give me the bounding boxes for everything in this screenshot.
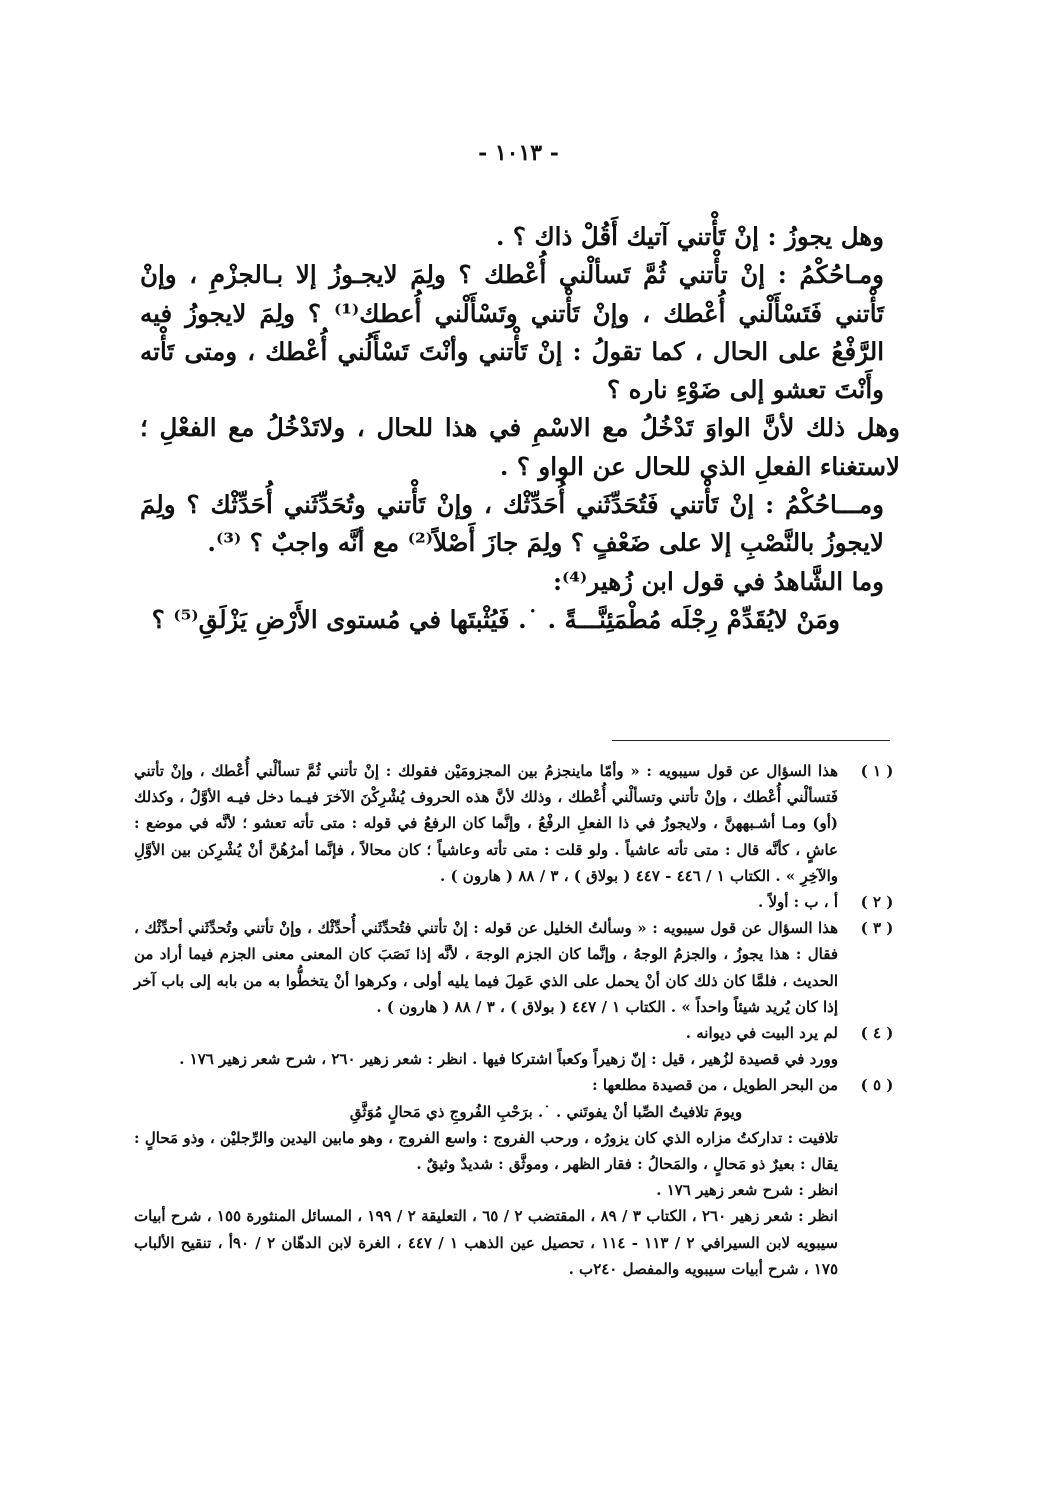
main-text [140, 218, 900, 639]
footnote-text: لم يرد البيت في ديوانه . [685, 1024, 838, 1043]
footnote-separator [612, 740, 890, 741]
footnote-number: ( ٥ ) [860, 1076, 894, 1095]
footnote-number: ( ٣ ) [860, 919, 894, 938]
footnote-text: هذا السؤال عن قول سيبويه : « وأمّا ماينجزمُ بين المجزومَيْن فقولك : إنْ تأتني ثُمَّ تسألْني أُعْطك ، وإنْ تأتني فَتسألْني أُعْطك ، وإنْ تأتني وتسألْني أُعْطك ، وذلك لأنَّ هذه الحروف يُشْرِكْنَ الآخرَ فيـما دخل فيـه الأوَّلُ ، وكذلك (أو) ومـا أشـبههنَّ ، ولايجوزُ في ذا الفعلِ الرفْعُ ، وإنَّما كان الرفعُ في قوله : متى تأته تعشو ؛ لأنَّه في موضع : عاشٍ ، كأنَّه قال : متى تأته عاشياً . ولو قلت : متى تأته وعاشياً ؛ كان محالاً ، فإنَّما أمرُهُنَّ أنْ يُشْرِكن بين الأوَّلِ والآخِرِ » . الكتاب ١ / ٤٤٦ - ٤٤٧ ( بولاق ) ، ٣ / ٨٨ ( هارون ) . [134, 762, 838, 885]
paragraph-1: وهل يجوزُ : إنْ تَأْتني آتيك أَقُلْ ذاك ؟ . [495, 222, 884, 251]
footnotes [134, 758, 902, 1282]
footnote-5 [134, 1072, 902, 1282]
footnote-2 [134, 889, 902, 915]
footnote-text: هذا السؤال عن قول سيبويه : « وسألتُ الخليل عن قوله : إنْ تأتني فتُحدِّثَني أُحدِّثْك ، وإنْ تأتني وتُحدِّثَني أحدِّثْك ، فقال : هذا يجوزُ ، والجزمُ الوجهُ ، وإنَّما كان الجزم الوجهَ ، لأنَّه إذا نَصَبَ كان المعنى معنى الجزم فيما أراد من الحديث ، فلمَّا كان ذلك كان أنْ يحمل على الذي عَمِلَ فيما يليه أولى ، وكرهوا أنْ يتخطُّوا به من بابه إلى باب آخر إذا كان يُريد شيئاً واحداً » . الكتاب ١ / ٤٤٧ ( بولاق ) ، ٣ / ٨٨ ( هارون ) . [134, 919, 838, 1016]
poetry-verse: ومَنْ لايُقَدِّمْ رِجْلَه مُطْمَئِنَّـــةً . ˙. فَيُثْبتَها في مُستوى الأَرْضِ يَزْلَقِ⁽⁵⁾ ؟ [151, 604, 840, 634]
footnote-1 [134, 758, 902, 889]
footnote-text-extra: وورد في قصيدة لزُهير ، قيل : إنّ زهيراً وكعباً اشتركا فيها . انظر : شعر زهير ٢٦٠ ، شرح شعر زهير ١٧٦ . [179, 1050, 838, 1069]
footnote-line: انظر : شعر زهير ٢٦٠ ، الكتاب ٣ / ٨٩ ، المقتضب ٢ / ٦٥ ، التعليقة ٢ / ١٩٩ ، المسائل المنثورة ١٥٥ ، شرح أبيات سيبويه لابن السيرافي ٢ / ١١٣ - ١١٤ ، تحصيل عين الذهب ١ / ٤٤٧ ، الغرة لابن الدهّان ٢ / ٩٠أ ، تنقيح الألباب ١٧٥ ، شرح أبيات سيبويه والمفصل ٢٤٠ب . [134, 1207, 838, 1278]
footnote-4 [134, 1020, 902, 1072]
footnote-line: تلافيت : تداركتُ مزاره الذي كان يزورُه ، ورحب الفروج : واسع الفروج ، وهو مابين اليدين والرِّجليْن ، وذو مَحالٍ : يقال : بعيرٌ ذو مَحالٍ ، والمَحالُ : فقار الظهر ، وموثَّق : شديدٌ وثيقٌ . [134, 1128, 838, 1174]
footnote-line: انظر : شرح شعر زهير ١٧٦ . [656, 1181, 838, 1200]
footnote-number: ( ٤ ) [860, 1024, 894, 1043]
paragraph-2: ومـاحُكْمُ : إنْ تأْتني ثُمَّ تَسألْني أُعْطك ؟ ولِمَ لايجـوزُ إلا بـالجزْمِ ، وإنْ تَأْتني فَتَسْأَلْني أُعْطك ، وإنْ تَأْتني وتَسْأَلْني أُعطك⁽¹⁾ ؟ ولِمَ لايجوزُ فيه الرَّفْعُ على الحال ، كما تقولُ : إنْ تَأْتني وأنْتَ تَسْأَلُني أُعْطك ، ومتى تَأْته وأَنْتَ تعشو إلى ضَوْءِ ناره ؟ [140, 260, 885, 405]
footnote-number: ( ١ ) [860, 762, 894, 780]
footnote-text: أ ، ب : أولاً . [758, 893, 838, 912]
paragraph-4: ومـــاحُكْمُ : إنْ تَأْتني فَتُحَدِّثَني أُحَدِّثْك ، وإنْ تَأْتني وتُحَدِّثَني أُحَدِّثْك ؟ ولِمَ لايجوزُ بالنَّصْبِ إلا على ضَعْفٍ ؟ ولِمَ جازَ أَصْلاً⁽²⁾ مع أنَّه واجبٌ ؟ ⁽³⁾. [140, 490, 884, 558]
page-number: - ١٠١٣ - [478, 140, 559, 166]
footnote-3 [134, 915, 902, 1020]
footnote-text: من البحر الطويل ، من قصيدة مطلعها : [592, 1076, 838, 1095]
footnote-verse: ويومَ تلافيتُ الصِّبا أنْ يفوتَني . ˙. برَحْبِ الفُروجِ ذي مَحالٍ مُوَثَّقِ [349, 1102, 743, 1121]
footnote-number: ( ٢ ) [860, 893, 894, 912]
paragraph-5: وما الشَّاهدُ في قول ابن زُهير⁽⁴⁾: [552, 566, 884, 596]
paragraph-3: وهل ذلك لأنَّ الواوَ تَدْخُلُ مع الاسْمِ في هذا للحال ، ولاتَدْخُلُ مع الفعْلِ ؛ لاستغناء الفعلِ الذي للحال عن الواو ؟ . [140, 413, 900, 481]
